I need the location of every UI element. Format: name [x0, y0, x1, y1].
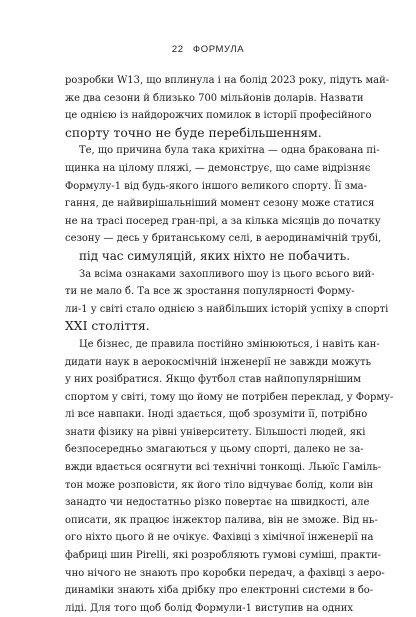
- text-line: же два сезони й близько 700 мільйонів доларів. Назвати: [65, 92, 364, 104]
- text-line: сезону — десь у британському селі, в аеродинамічній трубі,: [65, 233, 382, 245]
- text-line: тон може розповісти, як його тіло відчуває болід, коли він: [65, 479, 374, 491]
- text-line: щинка на цілому пляжі, — демонструє, що саме відрізняє: [65, 162, 371, 174]
- text-line: під час симуляцій, яких ніхто не побачить.: [79, 248, 351, 263]
- text-line: це однією із найдорожчих помилок в історії професійного: [65, 110, 372, 122]
- text-line: безпосередньо змагаються у цьому спорті, далеко не за-: [65, 444, 364, 456]
- text-line: вжди вдається осягнути всі технічні тонкощі. Льюїс Гаміль-: [65, 462, 382, 474]
- text-line: фабриці шин Pirelli, які розробляють гумові суміші, практи-: [65, 550, 381, 562]
- text-line: ти не мало б. Та все ж зростання популярності Форму-: [65, 286, 355, 298]
- text-line: знати фізику на рівні університету. Більшості людей, які: [65, 426, 366, 438]
- text-line: описати, як працює інжектор палива, він не зможе. Від нь-: [65, 514, 378, 526]
- text-line: не на трасі посеред гран-прі, а за кілька місяців до початку: [65, 215, 381, 227]
- text-line: у них розібратися. Якщо футбол став найпопулярнішим: [65, 374, 362, 386]
- running-title: ФОРМУЛА: [192, 44, 245, 55]
- text-line: ліді. Для того щоб болід Формули-1 виступив на одних: [65, 602, 353, 614]
- text-line: Те, що причина була така крихітна — одна бракована пі-: [79, 145, 380, 157]
- text-line: динаміки знають хіба дрібку про електронні системи в бо-: [65, 585, 374, 597]
- text-line: дидати наук в аерокосмічній інженерії не завжди можуть: [65, 356, 372, 368]
- text-line: За всіма ознаками захопливого шоу із цього всього вий-: [79, 268, 375, 280]
- text-line: занадто чи недостатньо різко повертає на швидкості, але: [65, 497, 370, 509]
- page-number: 22: [171, 44, 184, 55]
- text-line: ли-1 у світі стало однією з найбільших історій успіху в спорті: [65, 303, 389, 315]
- text-line: чно нічого не знають про коробки передач, а фахівці з аеро-: [65, 567, 385, 579]
- text-line: Формулу-1 від будь-якого іншого великого спорту. Її зма-: [65, 180, 367, 192]
- text-line: ого ніхто цього й не очікує. Фахівці з хімічної інженерії на: [65, 532, 374, 544]
- running-header: [0, 44, 416, 55]
- text-line: розробки W13, що вплинула і на болід 2023 року, підуть май-: [65, 75, 390, 86]
- text-line: спорту точно не буде перебільшенням.: [65, 125, 322, 140]
- text-line: XXI століття.: [65, 319, 150, 334]
- text-line: лі все навпаки. Іноді здається, щоб зрозуміти її, потрібно: [65, 409, 368, 421]
- text-line: Це бізнес, де правила постійно змінюються, і навіть кан-: [79, 338, 380, 350]
- body-text: [65, 72, 394, 617]
- text-line: гання, де найвирішальніший момент сезону може статися: [65, 198, 375, 210]
- text-line: спортом у світі, тому що йому не потрібен переклад, у Форму-: [65, 391, 394, 403]
